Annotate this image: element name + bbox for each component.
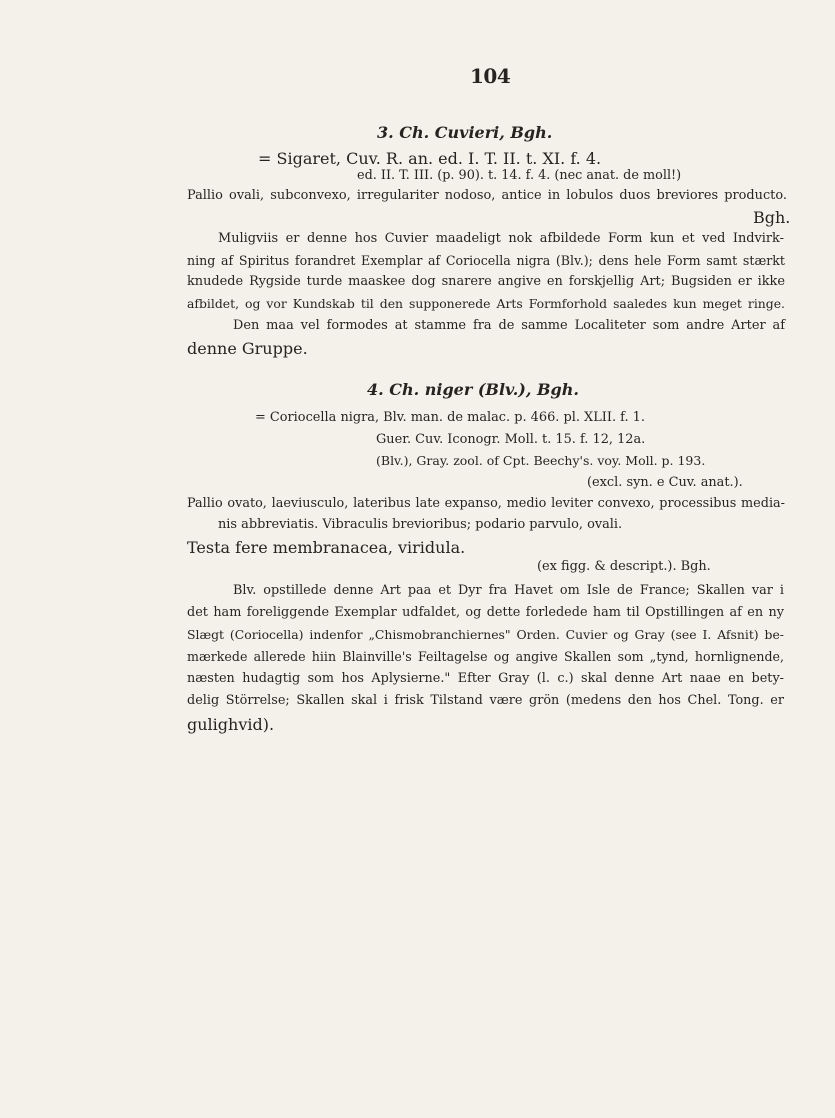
species-4-synonymy-line: Guer. Cuv. Iconogr. Moll. t. 15. f. 12, 12a. xyxy=(376,432,646,447)
species-4-paragraph-line: Slægt (Coriocella) indenfor „Chismobranchiernes" Orden. Cuvier og Gray (see I. Afsnit) be- xyxy=(187,627,784,642)
species-3-synonymy-line: ed. II. T. III. (p. 90). t. 14. f. 4. (nec anat. de moll!) xyxy=(357,168,682,183)
species-3-heading: 3. Ch. Cuvieri, Bgh. xyxy=(377,123,553,142)
species-3-diagnosis-author: Bgh. xyxy=(753,208,791,227)
species-3-paragraph-line: Muligviis er denne hos Cuvier maadeligt nok afbildede Form kun et ved Indvirk- xyxy=(218,231,784,246)
species-3-diagnosis-line: Pallio ovali, subconvexo, irregulariter nodoso, antice in lobulos duos breviores producto. xyxy=(187,188,787,203)
species-4-paragraph-line: næsten hudagtig som hos Aplysierne." Efter Gray (l. c.) skal denne Art naae en bety- xyxy=(187,671,784,686)
species-4-diagnosis-line: Pallio ovato, laeviusculo, lateribus late expanso, medio leviter convexo, processibus media- xyxy=(187,496,785,511)
species-4-synonymy-line: = Coriocella nigra, Blv. man. de malac. p. 466. pl. XLII. f. 1. xyxy=(255,410,645,425)
species-4-paragraph-line: det ham foreliggende Exemplar udfaldet, og dette forledede ham til Opstillingen af en ny xyxy=(187,605,784,620)
species-4-synonymy-line: (Blv.), Gray. zool. of Cpt. Beechy's. voy. Moll. p. 193. xyxy=(376,453,706,468)
species-4-diagnosis-line: Testa fere membranacea, viridula. xyxy=(187,538,466,557)
species-3-paragraph-line: denne Gruppe. xyxy=(187,339,308,358)
species-4-paragraph-line: Blv. opstillede denne Art paa et Dyr fra Havet om Isle de France; Skallen var i xyxy=(233,583,784,598)
species-3-paragraph-line: ning af Spiritus forandret Exemplar af Coriocella nigra (Blv.); dens hele Form samt stærkt xyxy=(187,253,785,268)
species-3-paragraph-line: Den maa vel formodes at stamme fra de samme Localiteter som andre Arter af xyxy=(233,318,785,333)
page-number: 104 xyxy=(470,64,511,88)
species-4-diagnosis-author: (ex figg. & descript.). Bgh. xyxy=(537,559,711,574)
species-3-synonymy-line: = Sigaret, Cuv. R. an. ed. I. T. II. t. XI. f. 4. xyxy=(258,149,602,168)
species-4-diagnosis-line: nis abbreviatis. Vibraculis brevioribus; podario parvulo, ovali. xyxy=(218,517,623,532)
species-4-paragraph-line: delig Störrelse; Skallen skal i frisk Tilstand være grön (medens den hos Chel. Tong. er xyxy=(187,693,784,708)
species-4-paragraph-line: gulighvid). xyxy=(187,715,275,734)
species-3-paragraph-line: knudede Rygside turde maaskee dog snarere angive en forskjellig Art; Bugsiden er ikke xyxy=(187,274,785,289)
species-4-heading: 4. Ch. niger (Blv.), Bgh. xyxy=(367,380,579,399)
species-4-synonymy-line: (excl. syn. e Cuv. anat.). xyxy=(587,475,743,490)
species-3-paragraph-line: afbildet, og vor Kundskab til den supponerede Arts Formforhold saaledes kun meget ringe. xyxy=(187,296,785,311)
species-4-paragraph-line: mærkede allerede hiin Blainville's Feiltagelse og angive Skallen som „tynd, hornlignende, xyxy=(187,649,784,664)
